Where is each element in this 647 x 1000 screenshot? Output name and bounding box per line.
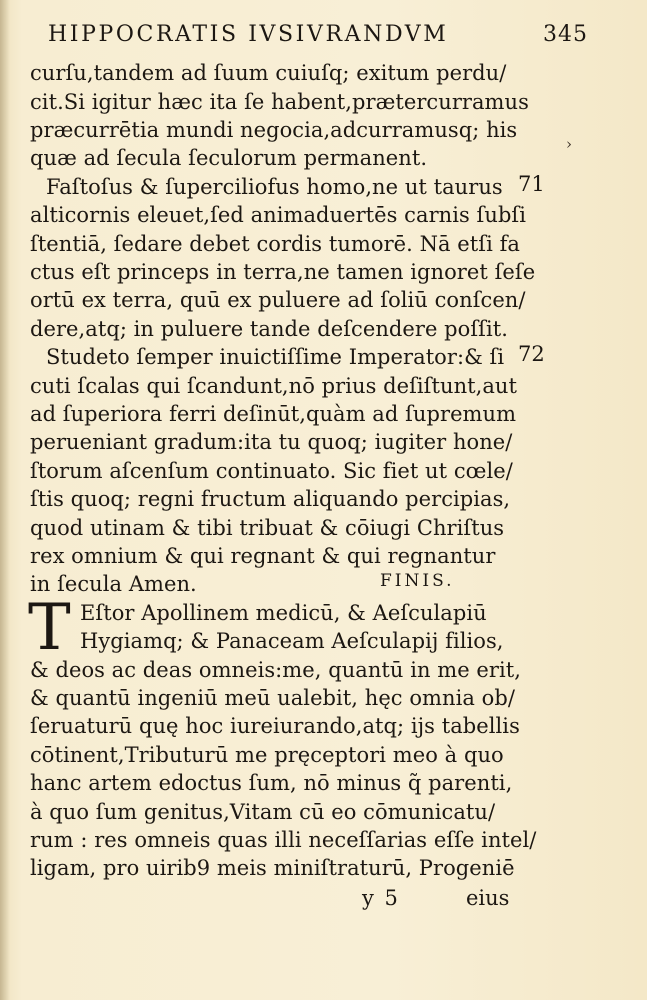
oath-line: ligam, pro uirib9 meis miniſtraturū, Progeniē: [30, 856, 515, 880]
margin-number-71: 71: [518, 172, 545, 196]
oath-line: Hygiamq; & Panaceam Aeſculapij filios,: [80, 629, 504, 653]
oath-line: & deos ac deas omneis:me, quantū in me erit,: [30, 658, 521, 682]
text-line: præcurrētia mundi negocia,adcurramusq; his: [30, 118, 518, 142]
text-line: Faſtoſus & ſuperciliofus homo,ne ut taurus: [46, 175, 503, 199]
text-line: Studeto ſemper inuictiſſime Imperator:& ſi: [46, 345, 505, 369]
oath-line: & quantū ingeniū meū ualebit, hęc omnia ob/: [30, 686, 515, 710]
oath-line: rum : res omneis quas illi neceſſarias eſſe intel/: [30, 828, 537, 852]
text-line: curſu,tandem ad ſuum cuiuſq; exitum perdu/: [30, 61, 507, 85]
oath-line: hanc artem edoctus ſum, nō minus q̃ parenti,: [30, 771, 513, 795]
text-line: ſtorum aſcenſum continuato. Sic fiet ut cœle/: [30, 459, 513, 483]
page-number: 345: [543, 22, 588, 47]
page-header: [48, 22, 588, 52]
drop-cap-initial: T: [28, 591, 71, 665]
oath-line: cōtinent,Tributurū me pręceptori meo à quo: [30, 743, 504, 767]
margin-mark: ›: [566, 135, 572, 153]
signature-mark: y 5: [362, 886, 400, 910]
text-line: in ſecula Amen.: [30, 572, 197, 596]
text-line: quod utinam & tibi tribuat & cōiugi Chriſtus: [30, 516, 505, 540]
text-line: cit.Si igitur hæc ita ſe habent,prætercurramus: [30, 90, 529, 114]
text-line: rex omnium & qui regnant & qui regnantur: [30, 544, 496, 568]
catchword: eius: [466, 886, 510, 910]
text-line: ctus eſt princeps in terra,ne tamen ignoret ſeſe: [30, 260, 536, 284]
oath-line: à quo ſum genitus,Vitam cū eo cōmunicatu/: [30, 800, 496, 824]
oath-line: Eſtor Apollinem medicū, & Aeſculapiū: [80, 601, 487, 625]
text-line: ſtentiā, ſedare debet cordis tumorē. Nā etſi fa: [30, 232, 520, 256]
text-line: ortū ex terra, quū ex puluere ad ſoliū conſcen/: [30, 288, 526, 312]
running-title: HIPPOCRATIS IVSIVRANDVM: [48, 22, 449, 47]
oath-line: ſeruaturū quę hoc iureiurando,atq; ijs tabellis: [30, 714, 520, 738]
finis-label: FINIS.: [380, 571, 455, 591]
text-line: ad ſuperiora ferri deſinūt,quàm ad ſupremum: [30, 402, 517, 426]
text-line: cuti ſcalas qui ſcandunt,nō prius deſiſtunt,aut: [30, 374, 517, 398]
text-line: ſtis quoq; regni fructum aliquando percipias,: [30, 487, 511, 511]
gutter-shadow: [0, 0, 10, 1000]
margin-number-72: 72: [518, 342, 545, 366]
text-line: perueniant gradum:ita tu quoq; iugiter hone/: [30, 430, 513, 454]
text-line: dere,atq; in puluere tande deſcendere poſſit.: [30, 317, 508, 341]
text-line: alticornis eleuet,ſed animaduertēs carnis ſubſi: [30, 203, 527, 227]
text-line: quæ ad ſecula ſeculorum permanent.: [30, 146, 428, 170]
